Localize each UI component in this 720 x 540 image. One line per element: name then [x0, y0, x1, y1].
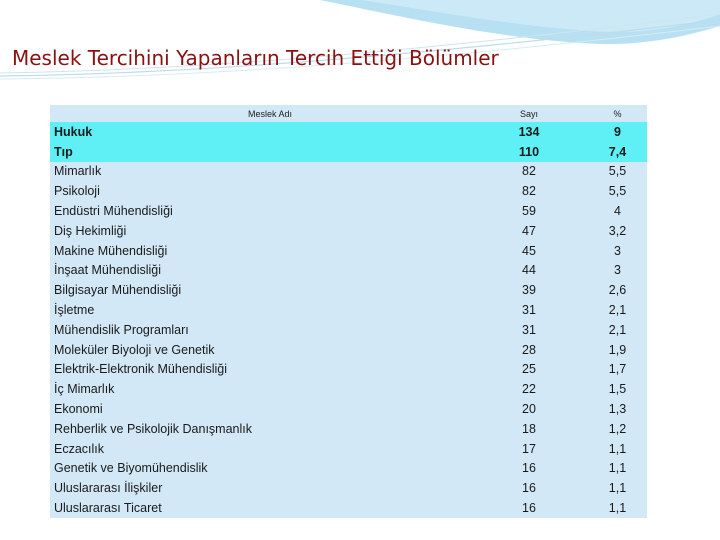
percent-cell: 1,5: [608, 382, 627, 397]
count-cell: 39: [522, 283, 536, 298]
percent-cell: 1,7: [608, 362, 627, 377]
count-cell: 44: [522, 263, 536, 278]
profession-cell: Tıp: [50, 142, 490, 162]
percent-cell: 1,3: [608, 402, 627, 417]
percent-cell: 5,5: [608, 164, 627, 179]
table-row: [50, 181, 647, 201]
table-row: [50, 360, 647, 380]
count-cell: 16: [522, 461, 536, 476]
table-row: [50, 498, 647, 518]
percent-cell: 1,1: [608, 441, 627, 456]
profession-cell: Psikoloji: [54, 184, 100, 199]
header-profession: Meslek Adı: [247, 108, 293, 119]
table-row: [50, 142, 647, 162]
percent-cell: 2,6: [608, 283, 627, 298]
table-row: [50, 459, 647, 479]
profession-table: [50, 105, 647, 518]
count-cell: 18: [522, 421, 536, 436]
header-count: Sayı: [519, 108, 538, 119]
percent-cell: 7,4: [568, 142, 647, 162]
table-header-row: [50, 105, 647, 122]
header-percent: %: [613, 108, 622, 119]
count-cell: 31: [522, 322, 536, 337]
profession-cell: Makine Mühendisliği: [54, 243, 168, 258]
table-row: [50, 439, 647, 459]
count-cell: 16: [522, 481, 536, 496]
profession-cell: Elektrik-Elektronik Mühendisliği: [54, 362, 227, 377]
profession-cell: Mimarlık: [54, 164, 102, 179]
percent-cell: 1,1: [608, 461, 627, 476]
count-cell: 28: [522, 342, 536, 357]
table-row: [50, 241, 647, 261]
percent-cell: 1,1: [608, 481, 627, 496]
profession-cell: İnşaat Mühendisliği: [54, 263, 162, 278]
table-row: [50, 300, 647, 320]
percent-cell: 1,9: [608, 342, 627, 357]
profession-cell: Ekonomi: [54, 402, 103, 417]
percent-cell: 3,2: [608, 223, 627, 238]
profession-cell: Hukuk: [50, 122, 490, 142]
table-row: [50, 419, 647, 439]
table-row: [50, 261, 647, 281]
profession-cell: Eczacılık: [54, 441, 105, 456]
count-cell: 20: [522, 402, 536, 417]
percent-cell: 2,1: [608, 303, 627, 318]
count-cell: 47: [522, 223, 536, 238]
percent-cell: 5,5: [608, 184, 627, 199]
table-row: [50, 201, 647, 221]
count-cell: 59: [522, 204, 536, 219]
profession-cell: Rehberlik ve Psikolojik Danışmanlık: [54, 421, 252, 436]
table-row: [50, 399, 647, 419]
percent-cell: 1,1: [608, 501, 627, 516]
count-cell: 31: [522, 303, 536, 318]
percent-cell: 2,1: [608, 322, 627, 337]
table-row: [50, 280, 647, 300]
table-row: [50, 221, 647, 241]
profession-cell: Genetik ve Biyomühendislik: [54, 461, 208, 476]
profession-cell: Diş Hekimliği: [54, 223, 127, 238]
percent-cell: 9: [568, 122, 647, 142]
count-cell: 110: [490, 142, 568, 162]
count-cell: 82: [522, 164, 536, 179]
profession-cell: Mühendislik Programları: [54, 322, 189, 337]
profession-cell: Moleküler Biyoloji ve Genetik: [54, 342, 215, 357]
profession-cell: Endüstri Mühendisliği: [54, 204, 173, 219]
table-row: [50, 478, 647, 498]
count-cell: 134: [490, 122, 568, 142]
table-row: [50, 340, 647, 360]
count-cell: 25: [522, 362, 536, 377]
percent-cell: 1,2: [608, 421, 627, 436]
profession-cell: Uluslararası İlişkiler: [54, 481, 163, 496]
count-cell: 17: [522, 441, 536, 456]
percent-cell: 3: [614, 263, 621, 278]
percent-cell: 3: [614, 243, 621, 258]
page-title: Meslek Tercihini Yapanların Tercih Ettiği Bölümler: [12, 46, 499, 70]
profession-cell: İç Mimarlık: [54, 382, 115, 397]
table-row: [50, 162, 647, 182]
profession-cell: Uluslararası Ticaret: [54, 501, 162, 516]
profession-cell: Bilgisayar Mühendisliği: [54, 283, 182, 298]
profession-cell: İşletme: [54, 303, 95, 318]
count-cell: 82: [522, 184, 536, 199]
table-row: [50, 320, 647, 340]
percent-cell: 4: [614, 204, 621, 219]
count-cell: 45: [522, 243, 536, 258]
count-cell: 16: [522, 501, 536, 516]
count-cell: 22: [522, 382, 536, 397]
table-row: [50, 122, 647, 142]
table-row: [50, 379, 647, 399]
